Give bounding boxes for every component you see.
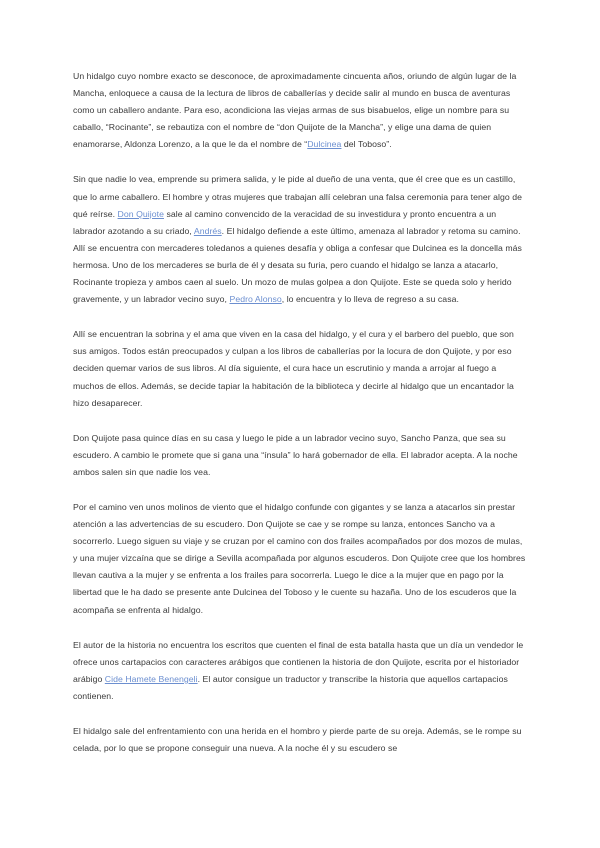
paragraph-2: [73, 171, 529, 308]
paragraph-3: [73, 326, 529, 411]
link-cide-hamete-benengeli[interactable]: Cide Hamete Benengeli: [104, 673, 198, 684]
paragraph-5: [73, 499, 529, 619]
paragraph-4: [73, 430, 529, 481]
paragraph-7: [73, 723, 529, 757]
paragraph-text: El hidalgo sale del enfrentamiento con una herida en el hombro y pierde parte de su oreja. Además, se le rompe su celada, por lo que se propone conseguir una nueva. A la noche él y su escudero se: [73, 726, 522, 754]
link-andres[interactable]: Andrés: [193, 225, 222, 236]
paragraph-text: Un hidalgo cuyo nombre exacto se desconoce, de aproximadamente cincuenta años, oriundo de algún lugar de la Mancha, enloquece a causa de la lectura de libros de caballerías y decide salir al mundo en busca de aventuras como un caballero andante. Para eso, acondiciona las viejas armas de sus bisabuelos, elige un nombre para su caballo, “Rocinante”, se rebautiza con el nombre de “don Quijote de la Mancha”, y elige una dama de quien enamorarse, Aldonza Lorenzo, a la que le da el nombre de “: [73, 71, 517, 150]
paragraph-text: Allí se encuentran la sobrina y el ama que viven en la casa del hidalgo, y el cura y el barbero del pueblo, que son sus amigos. Todos están preocupados y culpan a los libros de caballerías por la locura de don Quijote, y por eso deciden quemar varios de sus libros. Al día siguiente, el cura hace un escrutinio y manda a arrojar al fuego a muchos de ellos. Además, se decide tapiar la habitación de la biblioteca y decirle al hidalgo que un encantador la hizo desaparecer.: [73, 329, 514, 408]
paragraph-1: [73, 68, 529, 153]
paragraph-text: . El autor consigue un traductor y transcribe la historia que aquellos cartapacios contienen.: [73, 673, 508, 701]
paragraph-text: Don Quijote pasa quince días en su casa y luego le pide a un labrador vecino suyo, Sancho Panza, que sea su escudero. A cambio le promete que si gana una “ínsula” lo hará gobernador de ella. El labrador acepta. A la noche ambos salen sin que nadie los vea.: [73, 432, 518, 477]
link-don-quijote[interactable]: Don Quijote: [117, 208, 164, 219]
paragraph-6: [73, 637, 529, 705]
paragraph-text: , lo encuentra y lo lleva de regreso a su casa.: [281, 294, 459, 305]
link-dulcinea[interactable]: Dulcinea: [307, 139, 342, 150]
paragraph-text: Por el camino ven unos molinos de viento que el hidalgo confunde con gigantes y se lanza a atacarlos sin prestar atención a las advertencias de su escudero. Don Quijote se cae y se rompe su lanza, entonces Sancho va a socorrerlo. Luego siguen su viaje y se cruzan por el camino con dos frailes acompañados por dos mozos de mulas, y una mujer vizcaína que se dirige a Sevilla acompañada por algunos escuderos. Don Quijote cree que los hombres llevan cautiva a la mujer y se enfrenta a los frailes para socorrerla. Luego le dice a la mujer que en pago por la libertad que le ha dado se presente ante Dulcinea del Toboso y le cuente su hazaña. Uno de los escuderos que la acompaña se enfrenta al hidalgo.: [73, 501, 526, 615]
paragraph-text: El autor de la historia no encuentra los escritos que cuenten el final de esta batalla hasta que un día un vendedor le ofrece unos cartapacios con caracteres arábigos que contienen la historia de don Quijote, escrita por el historiador arábigo: [73, 639, 524, 684]
link-pedro-alonso[interactable]: Pedro Alonso: [229, 294, 282, 305]
document-page: [73, 68, 529, 775]
paragraph-text: del Toboso”.: [341, 139, 392, 150]
paragraph-text: sale al camino convencido de la veracidad de su investidura y pronto encuentra a un labrador azotando a su criado,: [73, 208, 497, 236]
paragraph-text: Sin que nadie lo vea, emprende su primera salida, y le pide al dueño de una venta, que él cree que es un castillo, que lo arme caballero. El hombre y otras mujeres que trabajan allí celebran una falsa ceremonia para tener algo de qué reírse.: [73, 174, 523, 219]
paragraph-text: . El hidalgo defiende a este último, amenaza al labrador y retoma su camino. Allí se encuentra con mercaderes toledanos a quienes desafía y obliga a confesar que Dulcinea es la doncella más hermosa. Uno de los mercaderes se burla de él y desata su furia, pero cuando el hidalgo se lanza a atacarlo, Rocinante tropieza y ambos caen al suelo. Un mozo de mulas golpea a don Quijote. Este se queda solo y herido gravemente, y un labrador vecino suyo,: [73, 225, 522, 305]
